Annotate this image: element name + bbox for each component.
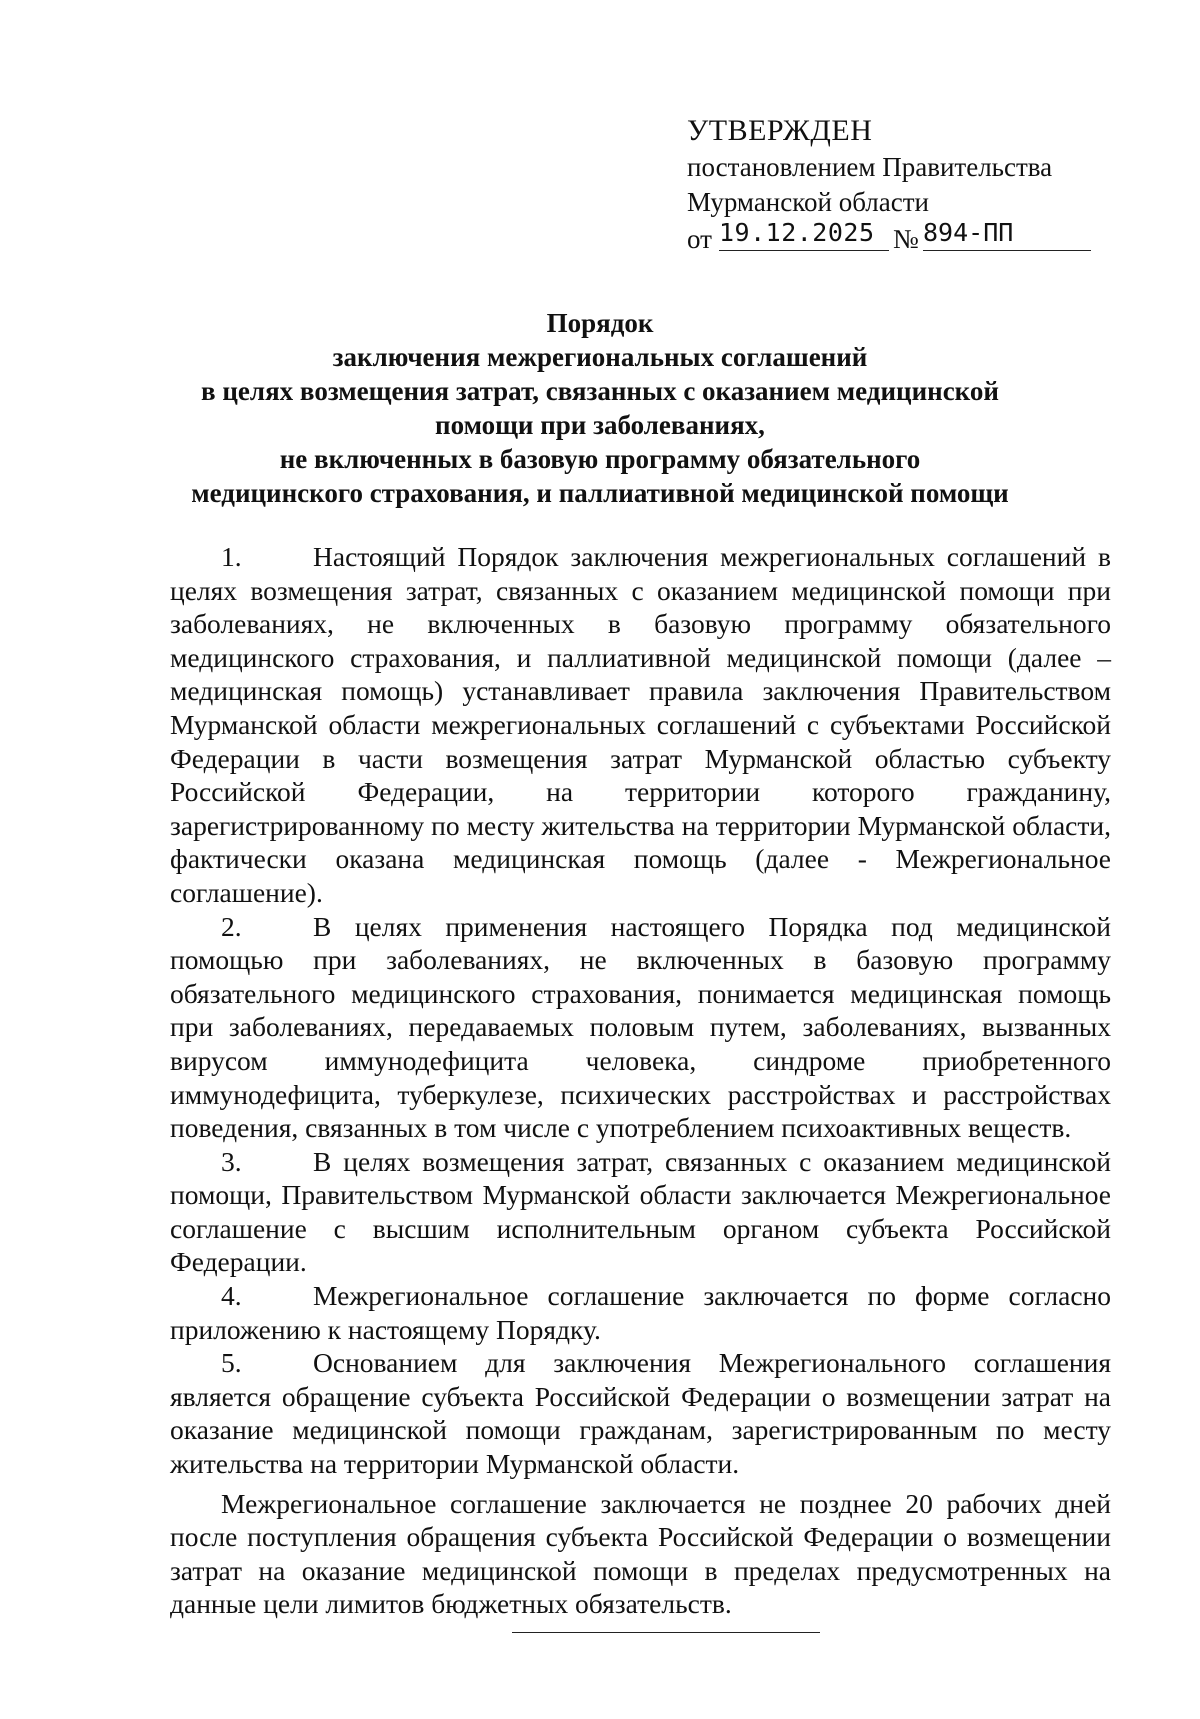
paragraph-text: Основанием для заключения Межрегионального соглашения является обращение субъекта Российской Федерации о возмещении затрат на оказание медицинской помощи гражданам, зарегистрированным по месту жительства на территории Мурманской области.: [170, 1347, 1111, 1480]
paragraph-5: [170, 1346, 1111, 1480]
final-paragraph: Межрегиональное соглашение заключается не позднее 20 рабочих дней после поступления обращения субъекта Российской Федерации о возмещении затрат на оказание медицинской помощи в пределах предусмотренных на данные цели лимитов бюджетных обязательств.: [170, 1487, 1111, 1620]
approval-issuer: постановлением Правительства: [687, 152, 1053, 182]
paragraph-number: 2.: [221, 910, 242, 942]
number-sign: №: [893, 224, 919, 254]
paragraph-1: [170, 540, 1111, 910]
heading-line-6: медицинского страхования, и паллиативной медицинской помощи: [191, 478, 1009, 508]
date-prefix: от: [687, 224, 712, 254]
heading-line-4: помощи при заболеваниях,: [435, 410, 765, 440]
paragraph-number: 5.: [221, 1347, 242, 1379]
paragraph-number: 4.: [221, 1280, 242, 1312]
approval-number: 894-ПП: [923, 216, 1091, 251]
paragraph-2: [170, 910, 1111, 1145]
paragraph-text: Настоящий Порядок заключения межрегиональных соглашений в целях возмещения затрат, связанных с оказанием медицинской помощи при заболеваниях, не включенных в базовую программу обязательного медицинского страхования, и паллиативной медицинской помощи (далее – медицинская помощь) устанавливает правила заключения Правительством Мурманской области межрегиональных соглашений с субъектами Российской Федерации в части возмещения затрат Мурманской областью субъекту Российской Федерации, на территории которого гражданину, зарегистрированному по месту жительства на территории Мурманской области, фактически оказана медицинская помощь (далее - Межрегиональное соглашение).: [170, 541, 1111, 908]
approval-region: Мурманской области: [687, 187, 929, 217]
footer-divider: [512, 1632, 820, 1633]
heading-line-3: в целях возмещения затрат, связанных с оказанием медицинской: [201, 376, 999, 406]
approval-date: 19.12.2025: [719, 216, 889, 251]
paragraph-number: 1.: [221, 541, 242, 572]
heading-line-2: заключения межрегиональных соглашений: [332, 342, 868, 372]
paragraph-text: Межрегиональное соглашение заключается по форме согласно приложению к настоящему Порядку.: [170, 1280, 1111, 1345]
paragraph-text: В целях возмещения затрат, связанных с оказанием медицинской помощи, Правительством Мурманской области заключается Межрегиональное соглашение с высшим исполнительным органом субъекта Российской Федерации.: [170, 1145, 1111, 1278]
paragraph-4: [170, 1279, 1111, 1346]
heading-line-5: не включенных в базовую программу обязательного: [279, 444, 921, 474]
heading-line-1: Порядок: [546, 308, 654, 338]
document-heading: [150, 306, 1050, 510]
paragraph-3: [170, 1145, 1111, 1279]
paragraph-number: 3.: [221, 1145, 242, 1177]
paragraph-text: В целях применения настоящего Порядка под медицинской помощью при заболеваниях, не включенных в базовую программу обязательного медицинского страхования, понимается медицинская помощь при заболеваниях, передаваемых половым путем, заболеваниях, вызванных вирусом иммунодефицита человека, синдроме приобретенного иммунодефицита, туберкулезе, психических расстройствах и расстройствах поведения, связанных в том числе с употреблением психоактивных веществ.: [170, 910, 1111, 1144]
approval-title: УТВЕРЖДЕН: [687, 114, 873, 147]
approval-block: [687, 112, 1107, 256]
approval-date-number: [687, 220, 1107, 256]
document-body: [170, 540, 1111, 1621]
